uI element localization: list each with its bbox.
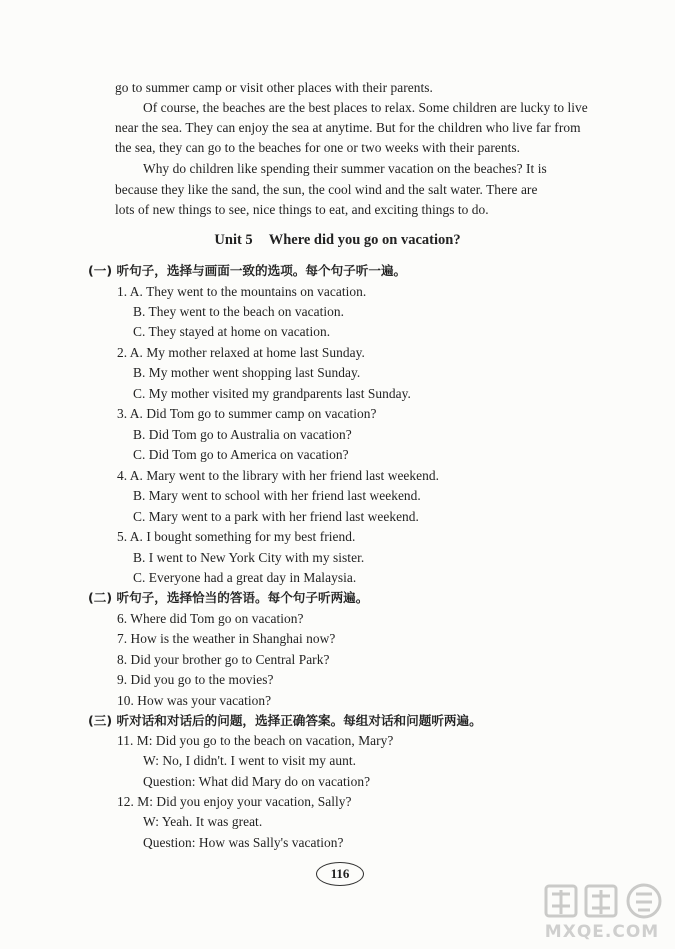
unit-number: Unit 5 — [214, 232, 253, 248]
dialogue-line: W: No, I didn't. I went to visit my aunt. — [143, 753, 356, 768]
passage-line: go to summer camp or visit other places with their parents. — [115, 80, 433, 95]
option-line: B. Mary went to school with her friend last weekend. — [133, 488, 421, 503]
question-line: 5. A. I bought something for my best friend. — [117, 529, 356, 544]
dialogue-question: Question: How was Sally's vacation? — [143, 835, 344, 850]
option-line: B. They went to the beach on vacation. — [133, 304, 345, 319]
option-line: B. I went to New York City with my sister. — [133, 550, 365, 565]
watermark-text: MXQE.COM — [544, 922, 660, 942]
unit-heading: Where did you go on vacation? — [268, 232, 461, 248]
passage-line: Of course, the beaches are the best places to relax. Some children are lucky to live — [143, 100, 588, 115]
question-line: 2. A. My mother relaxed at home last Sunday. — [117, 345, 365, 360]
option-line: B. My mother went shopping last Sunday. — [133, 365, 361, 380]
question-line: 7. How is the weather in Shanghai now? — [117, 631, 336, 646]
dialogue-line: 12. M: Did you enjoy your vacation, Sally? — [117, 794, 352, 809]
question-line: 3. A. Did Tom go to summer camp on vacation? — [117, 406, 377, 421]
question-line: 8. Did your brother go to Central Park? — [117, 652, 330, 667]
watermark-logo — [532, 880, 672, 946]
question-line: 1. A. They went to the mountains on vacation. — [117, 284, 367, 299]
passage-line: because they like the sand, the sun, the cool wind and the salt water. There are — [115, 182, 538, 197]
option-line: B. Did Tom go to Australia on vacation? — [133, 427, 352, 442]
option-line: C. Mary went to a park with her friend last weekend. — [133, 509, 419, 524]
passage-line: Why do children like spending their summer vacation on the beaches? It is — [143, 161, 547, 176]
passage-line: the sea, they can go to the beaches for one or two weeks with their parents. — [115, 140, 521, 155]
dialogue-question: Question: What did Mary do on vacation? — [143, 774, 371, 789]
option-line: C. Everyone had a great day in Malaysia. — [133, 570, 357, 585]
option-line: C. My mother visited my grandparents last Sunday. — [133, 386, 411, 401]
dialogue-line: W: Yeah. It was great. — [143, 814, 263, 829]
section-heading: (一) 听句子，选择与画面一致的选项。每个句子听一遍。 — [88, 263, 407, 278]
question-line: 9. Did you go to the movies? — [117, 672, 274, 687]
section-heading: (三) 听对话和对话后的问题，选择正确答案。每组对话和问题听两遍。 — [88, 713, 482, 728]
section-heading: (二) 听句子，选择恰当的答语。每个句子听两遍。 — [88, 590, 369, 605]
page-number: 116 — [316, 862, 364, 886]
passage-line: near the sea. They can enjoy the sea at anytime. But for the children who live far from — [115, 120, 581, 135]
option-line: C. Did Tom go to America on vacation? — [133, 447, 349, 462]
question-line: 10. How was your vacation? — [117, 693, 272, 708]
question-line: 4. A. Mary went to the library with her friend last weekend. — [117, 468, 440, 483]
question-line: 6. Where did Tom go on vacation? — [117, 611, 304, 626]
unit-title — [0, 232, 675, 249]
dialogue-line: 11. M: Did you go to the beach on vacation, Mary? — [117, 733, 394, 748]
watermark-glyph-icon — [532, 880, 672, 926]
option-line: C. They stayed at home on vacation. — [133, 324, 331, 339]
passage-line: lots of new things to see, nice things to eat, and exciting things to do. — [115, 202, 489, 217]
